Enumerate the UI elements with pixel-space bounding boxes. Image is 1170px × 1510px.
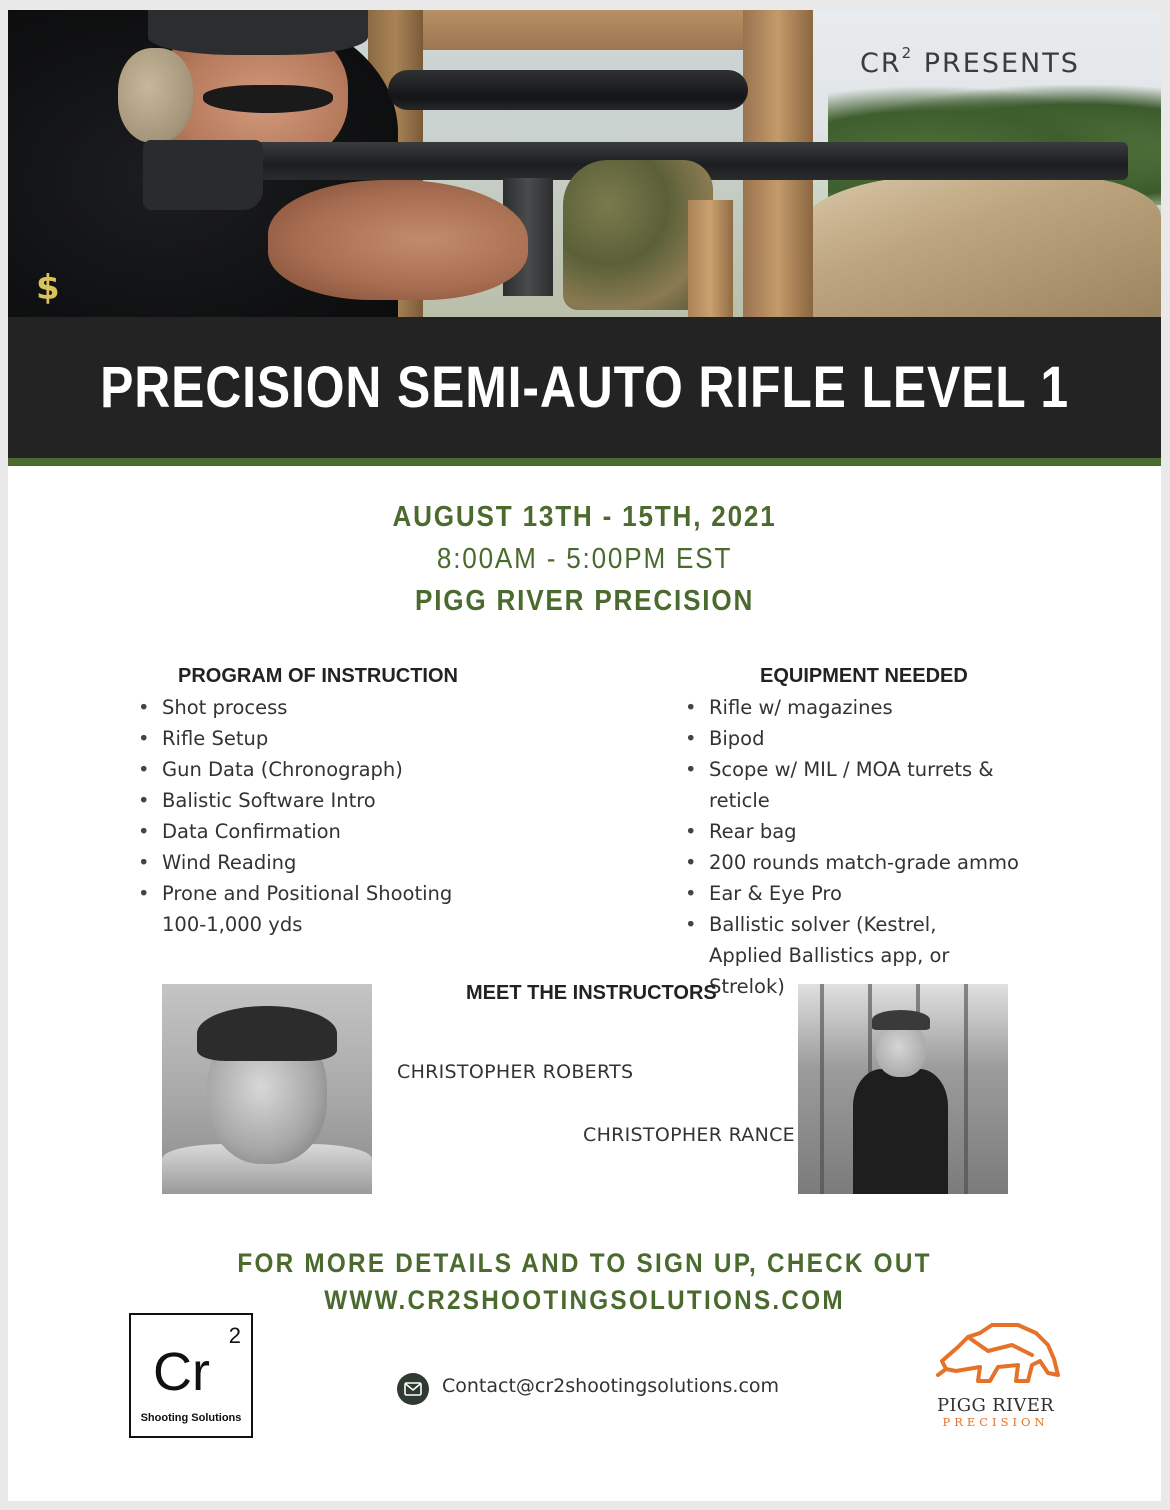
list-item: • Rifle Setup	[138, 723, 468, 754]
event-dates: AUGUST 13TH - 15TH, 2021	[392, 501, 777, 533]
title-underline	[8, 458, 1161, 466]
list-item: • Scope w/ MIL / MOA turrets & reticle	[685, 754, 1055, 816]
list-item: • Prone and Positional Shooting 100-1,000 yds	[138, 878, 468, 940]
list-item: • Gun Data (Chronograph)	[138, 754, 468, 785]
cta-line: FOR MORE DETAILS AND TO SIGN UP, CHECK OUT	[237, 1248, 932, 1278]
hero-post	[688, 200, 733, 317]
photo-face	[876, 1022, 926, 1077]
cr2-logo-caption: Shooting Solutions	[140, 1412, 242, 1424]
list-item: • Rear bag	[685, 816, 1055, 847]
hero-rock	[798, 175, 1161, 317]
cr2-logo-symbol: Cr	[153, 1342, 210, 1402]
photo-hat	[872, 1010, 930, 1030]
hero-scope	[388, 70, 748, 110]
shirt-logo-icon: $	[36, 268, 60, 308]
hero-photo	[8, 10, 1161, 317]
instructor-roberts-name: CHRISTOPHER ROBERTS	[397, 1061, 634, 1083]
list-item: • Ballistic solver (Kestrel, Applied Ballistics app, or Strelok)	[685, 909, 995, 1002]
hero-beam	[423, 10, 743, 50]
program-list	[138, 692, 468, 940]
event-venue: PIGG RIVER PRECISION	[414, 585, 755, 617]
hero-cap	[148, 10, 368, 55]
instructor-roberts-photo	[162, 984, 372, 1194]
mail-icon	[397, 1373, 429, 1405]
hero-glasses	[203, 85, 333, 113]
cr2-logo-number: 2	[228, 1323, 241, 1348]
instructor-rance-photo	[798, 984, 1008, 1194]
list-item: • Rifle w/ magazines	[685, 692, 1055, 723]
contact-email[interactable]: Contact@cr2shootingsolutions.com	[442, 1375, 780, 1397]
list-item: • 200 rounds match-grade ammo	[685, 847, 1055, 878]
boar-icon	[928, 1315, 1068, 1395]
list-item: • Balistic Software Intro	[138, 785, 468, 816]
hero-rifle-stock	[143, 140, 263, 210]
pigg-river-name: PIGG RIVER	[936, 1395, 1055, 1416]
program-heading: PROGRAM OF INSTRUCTION	[178, 665, 458, 687]
photo-hat	[197, 1006, 337, 1061]
photo-body	[853, 1069, 948, 1194]
list-item: • Ear & Eye Pro	[685, 878, 1055, 909]
instructors-heading: MEET THE INSTRUCTORS	[466, 982, 717, 1004]
instructor-rance-name: CHRISTOPHER RANCE	[583, 1124, 795, 1146]
list-item: • Wind Reading	[138, 847, 468, 878]
website-link[interactable]: WWW.CR2SHOOTINGSOLUTIONS.COM	[324, 1285, 845, 1315]
event-time: 8:00AM - 5:00PM EST	[436, 543, 733, 575]
pigg-river-sub: PRECISION	[942, 1415, 1049, 1429]
hero-earmuff	[118, 48, 193, 143]
list-item: • Shot process	[138, 692, 468, 723]
hero-arm	[268, 180, 528, 300]
flyer-page	[8, 10, 1161, 1501]
cr2-logo	[129, 1313, 253, 1438]
list-item: • Bipod	[685, 723, 1055, 754]
equipment-heading: EQUIPMENT NEEDED	[760, 665, 968, 687]
course-title: PRECISION SEMI-AUTO RIFLE LEVEL 1	[100, 355, 1069, 420]
equipment-list	[685, 692, 1055, 1002]
list-item: • Data Confirmation	[138, 816, 468, 847]
pigg-river-logo	[928, 1315, 1068, 1435]
presents-label: $CR^2$ PRESENTS	[860, 44, 1080, 79]
